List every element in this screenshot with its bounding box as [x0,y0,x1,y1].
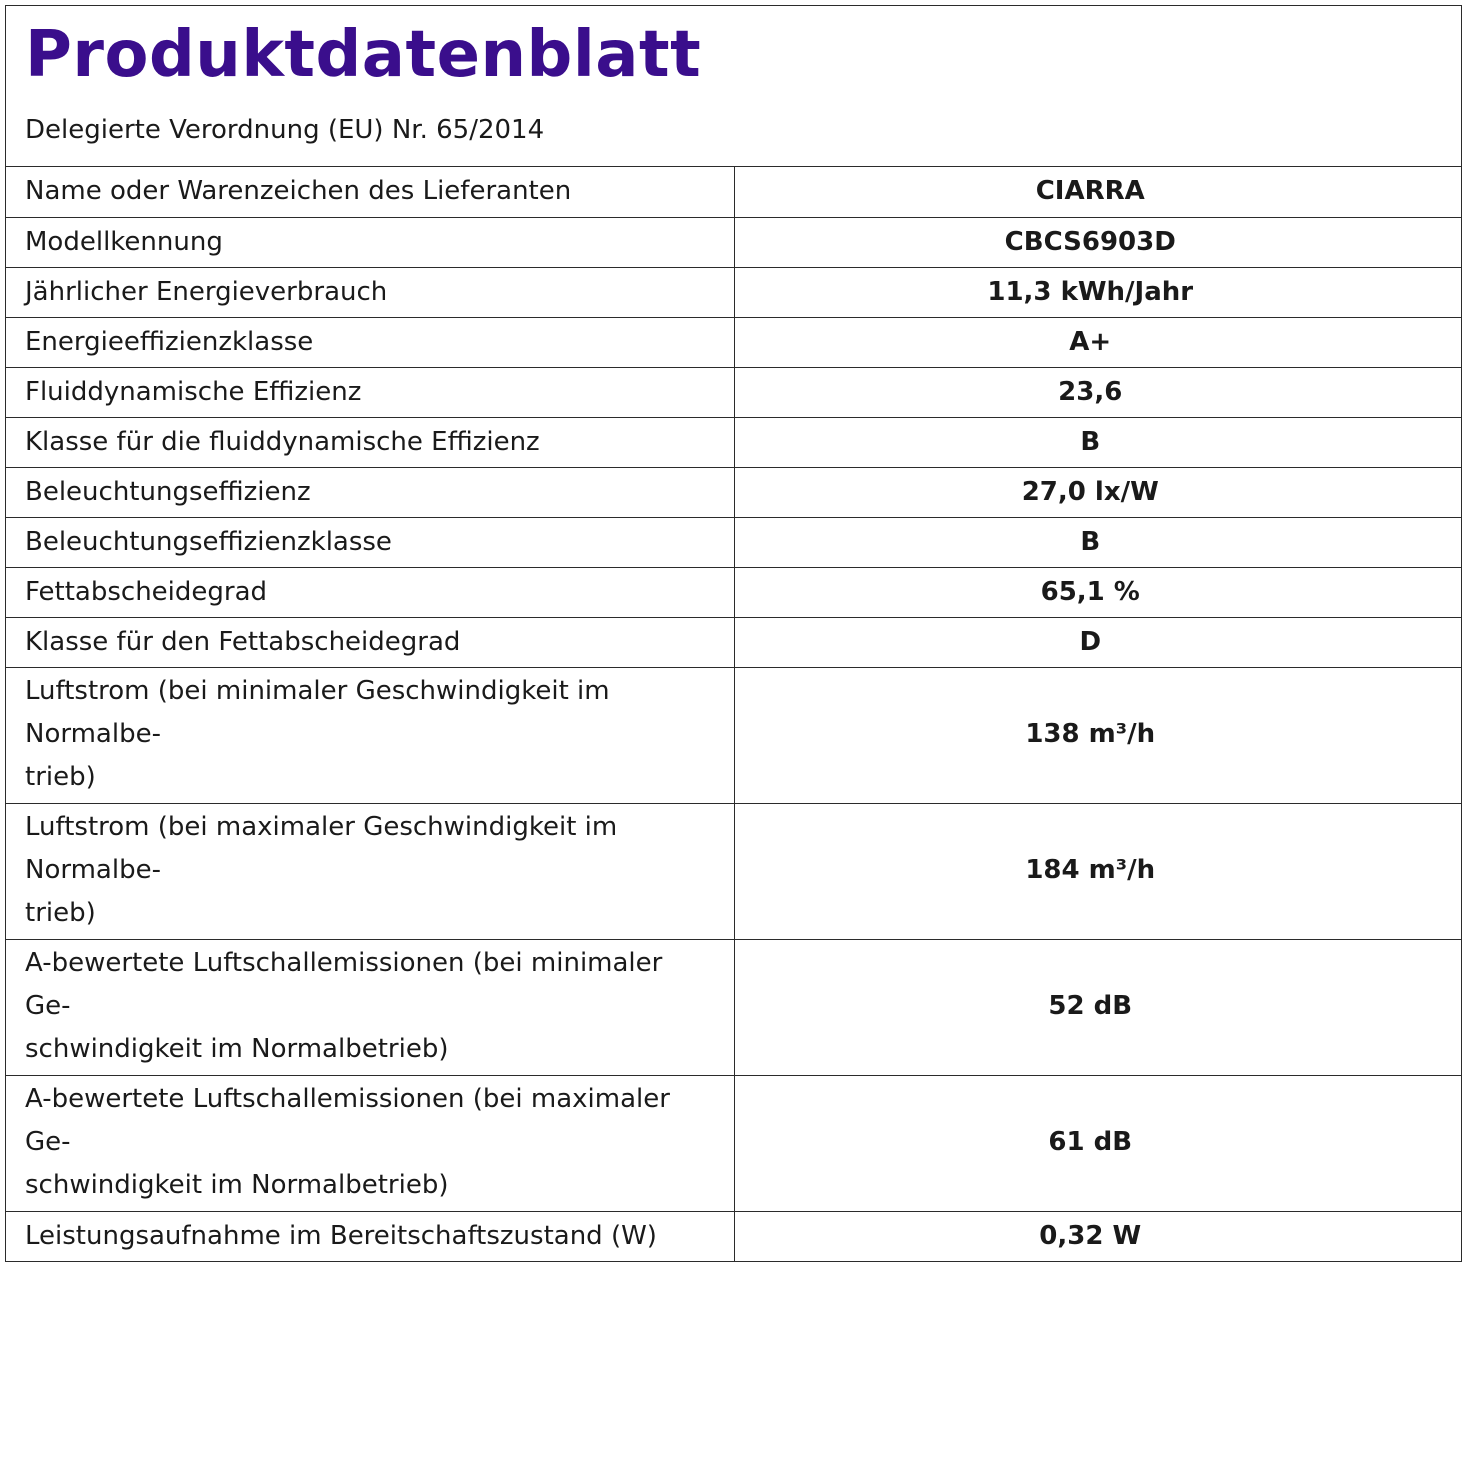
row-value: 11,3 kWh/Jahr [734,267,1461,317]
table-row [6,317,1461,367]
row-value: A+ [734,317,1461,367]
table-row [6,417,1461,467]
table-row [6,1075,1461,1211]
row-value: 61 dB [734,1075,1461,1211]
row-value: 23,6 [734,367,1461,417]
table-row [6,167,1461,217]
row-value: 184 m³/h [734,803,1461,939]
row-label: Fettabscheidegrad [6,567,734,617]
row-label: A-bewertete Luftschallemissionen (bei maximaler Ge- schwindigkeit im Normalbetrieb) [6,1075,734,1211]
table-row [6,517,1461,567]
row-label: A-bewertete Luftschallemissionen (bei minimaler Ge- schwindigkeit im Normalbetrieb) [6,939,734,1075]
table-row [6,467,1461,517]
row-label: Beleuchtungseffizienzklasse [6,517,734,567]
row-value: CBCS6903D [734,217,1461,267]
table-row [6,617,1461,667]
row-value: D [734,617,1461,667]
table-row [6,1211,1461,1261]
product-data-table [6,167,1461,1261]
row-label: Fluiddynamische Effizienz [6,367,734,417]
page-title: Produktdatenblatt [25,18,702,92]
product-data-sheet [5,5,1462,1262]
table-row [6,667,1461,803]
row-label: Luftstrom (bei maximaler Geschwindigkeit im Normalbe- trieb) [6,803,734,939]
table-row [6,267,1461,317]
row-value: 65,1 % [734,567,1461,617]
table-row [6,567,1461,617]
table-row [6,367,1461,417]
table-row [6,803,1461,939]
row-value: B [734,417,1461,467]
row-label: Klasse für den Fettabscheidegrad [6,617,734,667]
row-label: Name oder Warenzeichen des Lieferanten [6,167,734,217]
row-value: B [734,517,1461,567]
row-value: 138 m³/h [734,667,1461,803]
row-value: 27,0 lx/W [734,467,1461,517]
table-row [6,939,1461,1075]
row-label: Beleuchtungseffizienz [6,467,734,517]
row-label: Modellkennung [6,217,734,267]
row-label: Jährlicher Energieverbrauch [6,267,734,317]
row-label: Klasse für die fluiddynamische Effizienz [6,417,734,467]
sheet-header [6,6,1461,167]
regulation-subtitle: Delegierte Verordnung (EU) Nr. 65/2014 [25,115,545,145]
row-label: Energieeffizienzklasse [6,317,734,367]
row-label: Luftstrom (bei minimaler Geschwindigkeit im Normalbe- trieb) [6,667,734,803]
table-row [6,217,1461,267]
row-label: Leistungsaufnahme im Bereitschaftszustand (W) [6,1211,734,1261]
row-value: 0,32 W [734,1211,1461,1261]
row-value: 52 dB [734,939,1461,1075]
row-value: CIARRA [1035,176,1145,207]
